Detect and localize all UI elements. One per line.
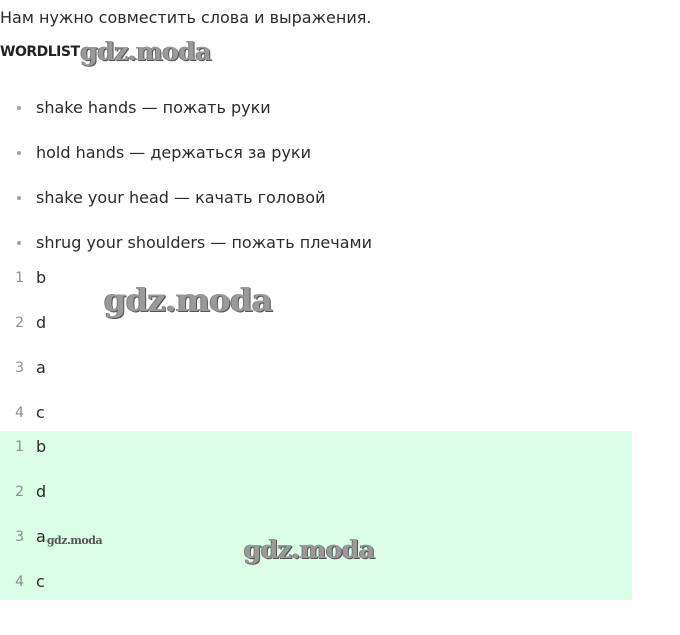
list-item <box>0 264 632 309</box>
item-number: 3 <box>15 360 24 376</box>
item-answer: c <box>36 403 45 422</box>
item-number: 1 <box>15 439 24 455</box>
item-answer: a <box>36 358 46 377</box>
phrase-text: shake hands — пожать руки <box>36 98 271 117</box>
item-answer: d <box>36 482 47 501</box>
list-item <box>0 478 632 523</box>
watermark-logo-small: gdz.moda <box>46 534 103 547</box>
phrase-list <box>0 94 640 274</box>
phrase-text: hold hands — держаться за руки <box>36 143 311 162</box>
list-item <box>0 309 632 354</box>
section-heading: WORDLIST <box>0 44 80 60</box>
bullet-icon <box>17 106 21 110</box>
item-answer: d <box>36 313 47 332</box>
list-item <box>0 523 632 568</box>
item-answer: b <box>36 437 47 456</box>
item-number: 2 <box>15 315 24 331</box>
item-number: 1 <box>15 270 24 286</box>
bullet-icon <box>17 241 21 245</box>
watermark-logo: gdz.moda <box>104 281 273 319</box>
list-item <box>0 568 632 613</box>
item-number: 4 <box>15 405 24 421</box>
list-item <box>0 184 640 229</box>
bullet-icon <box>17 196 21 200</box>
list-item <box>0 94 640 139</box>
list-item <box>0 433 632 478</box>
bullet-icon <box>17 151 21 155</box>
phrase-text: shrug your shoulders — пожать плечами <box>36 233 372 252</box>
phrase-text: shake your head — качать головой <box>36 188 326 207</box>
item-answer: c <box>36 572 45 591</box>
watermark-logo: gdz.moda <box>80 37 212 66</box>
list-item <box>0 139 640 184</box>
item-number: 4 <box>15 574 24 590</box>
watermark-logo: gdz.moda <box>244 535 375 564</box>
list-item <box>0 354 632 399</box>
heading-row <box>0 36 211 66</box>
answer-list-highlighted <box>0 431 632 600</box>
intro-text: Нам нужно совместить слова и выражения. <box>0 8 372 27</box>
item-answer: a <box>36 527 46 546</box>
item-number: 2 <box>15 484 24 500</box>
item-answer-with-watermark <box>36 523 102 551</box>
answer-list <box>0 264 632 444</box>
item-number: 3 <box>15 529 24 545</box>
item-answer: b <box>36 268 47 287</box>
